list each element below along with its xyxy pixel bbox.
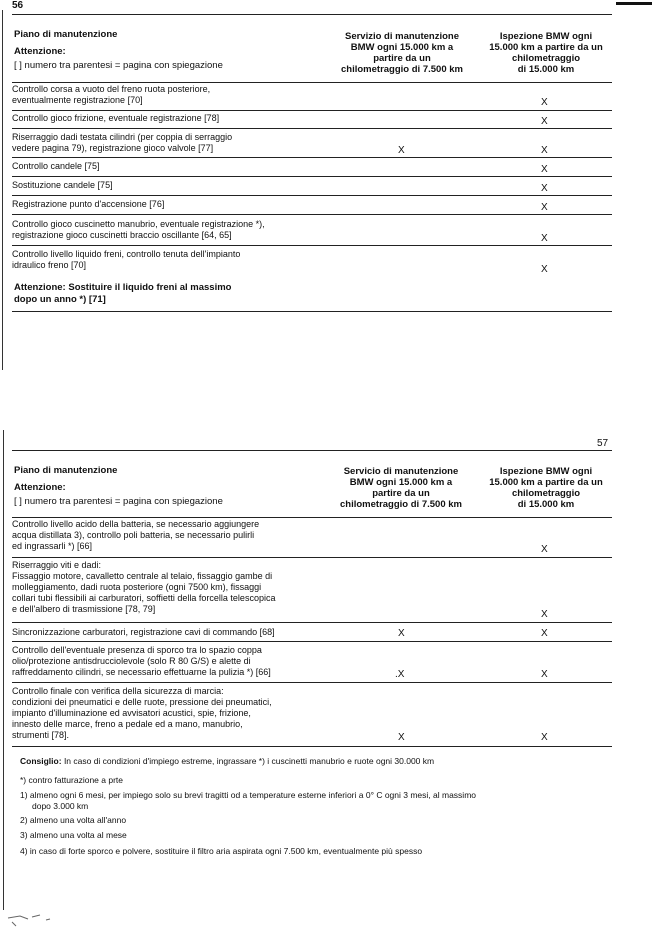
table-bottom-rule bbox=[12, 746, 612, 747]
row-text: Controllo livello liquido freni, controllo tenuta dell'impianto idraulico freno [70] bbox=[12, 249, 241, 270]
row-text: Controllo gioco cuscinetto manubrio, eventuale registrazione *), registrazione gioco cuscinetti braccio oscillante [64, 65] bbox=[12, 219, 265, 240]
attention-label: Attenzione: bbox=[14, 46, 66, 57]
inspection-mark: X bbox=[541, 669, 548, 680]
page-top-rule bbox=[12, 450, 612, 451]
column-header-service: Servizio di manutenzione BMW ogni 15.000 km a partire da un chilometraggio di 7.500 km bbox=[341, 31, 463, 75]
row-text: Registrazione punto d'accensione [76] bbox=[12, 199, 165, 209]
inspection-mark: X bbox=[541, 233, 548, 244]
row-rule bbox=[12, 128, 612, 129]
footnote: 1) almeno ogni 6 mesi, per impiego solo su brevi tragitti od a temperature esterne inferiori a 0° C ogni 3 mesi, al massimo bbox=[20, 790, 476, 800]
header-rule bbox=[12, 82, 612, 83]
row-text: Sincronizzazione carburatori, registrazione cavi di commando [68] bbox=[12, 627, 275, 637]
row-text: Controllo livello acido della batteria, se necessario aggiungere acqua distillata 3), controllo poli batteria, se necessario pulirli ed ingrassarli *) [66] bbox=[12, 519, 260, 551]
row-rule bbox=[12, 157, 612, 158]
service-mark: X bbox=[398, 732, 405, 743]
row-rule bbox=[12, 110, 612, 111]
attention-label: Attenzione: bbox=[14, 482, 66, 493]
footnote: dopo 3.000 km bbox=[32, 801, 89, 811]
footnote: *) contro fatturazione a prte bbox=[20, 775, 124, 785]
table-title: Piano di manutenzione bbox=[14, 29, 118, 40]
page-number-56: 56 bbox=[12, 0, 24, 11]
advice-label: Consiglio: bbox=[20, 756, 62, 766]
column-header-inspection: Ispezione BMW ogni 15.000 km a partire da un chilometraggio di 15.000 km bbox=[489, 466, 603, 510]
page-edge-left bbox=[3, 430, 4, 910]
page-number-57: 57 bbox=[597, 438, 609, 449]
row-text: Controllo finale con verifica della sicurezza di marcia: condizioni dei pneumatici e delle ruote, pressione dei pneumatici, impianto d'illuminazione ed avvisatori acustici, spie, frizione, innesto delle marce, freno a pedale ed a mano, manubrio, strumenti [78]. bbox=[12, 686, 272, 740]
row-text: Controllo corsa a vuoto del freno ruota posteriore, eventualmente registrazione [70] bbox=[12, 84, 211, 105]
table-header-left bbox=[14, 29, 223, 72]
brake-fluid-warning: Attenzione: Sostituire il liquido freni al massimo dopo un anno *) [71] bbox=[14, 282, 232, 305]
inspection-mark: X bbox=[541, 164, 548, 175]
header-rule bbox=[12, 517, 612, 518]
scan-smudge-icon bbox=[6, 910, 76, 930]
advice-text: In caso di condizioni d'impiego estreme, ingrassare *) i cuscinetti manubrio e ruote ogni 30.000 km bbox=[63, 756, 435, 766]
table-bottom-rule bbox=[12, 311, 612, 312]
inspection-mark: X bbox=[541, 264, 548, 275]
row-text: Riserraggio viti e dadi: Fissaggio motore, cavalletto centrale al telaio, fissaggio gambe di molleggiamento, dadi ruota posteriore (ogni 7500 km), fissaggi collari tubi flessibili ai carburatori, soffietti della forcella telescopica e dell'albero di trasmissione [78, 79] bbox=[12, 560, 276, 614]
inspection-mark: X bbox=[541, 183, 548, 194]
row-rule bbox=[12, 622, 612, 623]
row-rule bbox=[12, 214, 612, 215]
column-header-service: Servicio di manutenzione BMW ogni 15.000 km a partire da un chilometraggio di 7.500 km bbox=[340, 466, 462, 510]
inspection-mark: X bbox=[541, 628, 548, 639]
table-header-left bbox=[14, 465, 223, 508]
column-header-inspection: Ispezione BMW ogni 15.000 km a partire da un chilometraggio di 15.000 km bbox=[489, 31, 603, 75]
inspection-mark: X bbox=[541, 609, 548, 620]
row-rule bbox=[12, 176, 612, 177]
row-rule bbox=[12, 641, 612, 642]
footnote: 2) almeno una volta all'anno bbox=[20, 815, 127, 825]
inspection-mark: X bbox=[541, 732, 548, 743]
row-text: Controllo gioco frizione, eventuale registrazione [78] bbox=[12, 113, 220, 123]
row-text: Controllo dell'eventuale presenza di sporco tra lo spazio coppa olio/protezione antisdrucciolevole (solo R 80 G/S) e alette di raffreddamento cilindri, se necessario effettuarne la pulizia *) [66] bbox=[12, 645, 271, 677]
row-rule bbox=[12, 195, 612, 196]
legend-text: [ ] numero tra parentesi = pagina con spiegazione bbox=[14, 60, 223, 71]
table-title: Piano di manutenzione bbox=[14, 465, 118, 476]
inspection-mark: X bbox=[541, 97, 548, 108]
page-edge-left bbox=[2, 10, 3, 370]
footnote: 3) almeno una volta al mese bbox=[20, 830, 127, 840]
row-rule bbox=[12, 557, 612, 558]
row-rule bbox=[12, 682, 612, 683]
service-mark: X bbox=[398, 628, 405, 639]
scan-corner-mark bbox=[616, 2, 652, 5]
page-top-rule bbox=[12, 14, 612, 15]
row-text: Riserraggio dadi testata cilindri (per coppia di serraggio vedere pagina 79), registrazione gioco valvole [77] bbox=[12, 132, 233, 153]
inspection-mark: X bbox=[541, 145, 548, 156]
inspection-mark: X bbox=[541, 116, 548, 127]
legend-text: [ ] numero tra parentesi = pagina con spiegazione bbox=[14, 496, 223, 507]
footnote: 4) in caso di forte sporco e polvere, sostituire il filtro aria aspirata ogni 7.500 km, eventualmente più spesso bbox=[20, 846, 423, 856]
inspection-mark: X bbox=[541, 544, 548, 555]
row-text: Sostituzione candele [75] bbox=[12, 180, 113, 190]
inspection-mark: X bbox=[541, 202, 548, 213]
advice-note bbox=[20, 756, 434, 767]
service-mark: X bbox=[398, 145, 405, 156]
row-text: Controllo candele [75] bbox=[12, 161, 100, 171]
service-mark: .X bbox=[395, 669, 405, 680]
row-rule bbox=[12, 245, 612, 246]
